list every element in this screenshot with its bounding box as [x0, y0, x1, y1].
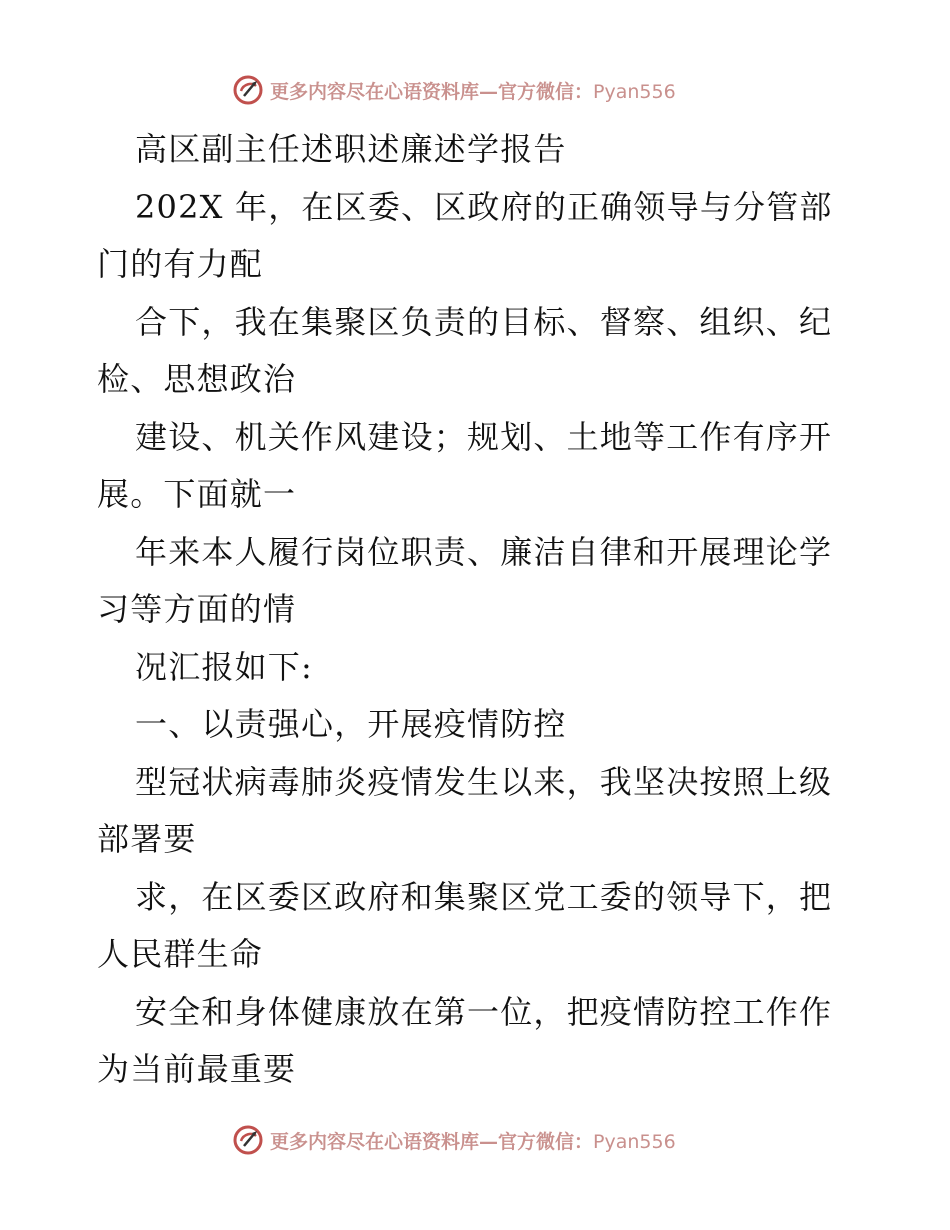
text-line: 建设、机关作风建设；规划、土地等工作有序开: [135, 417, 833, 456]
text-line: 人民群生命: [97, 935, 264, 973]
wechat-id: Pyan556: [593, 1130, 676, 1153]
text-line: 一、以责强心，开展疫情防控: [135, 705, 567, 743]
text-line: 合下，我在集聚区负责的目标、督察、组织、纪: [135, 302, 833, 341]
banner-text: 更多内容尽在心语资料库—官方微信：Pyan556: [270, 1130, 676, 1153]
banner-text: 更多内容尽在心语资料库—官方微信：Pyan556: [270, 80, 676, 103]
text-line: 求，在区委区政府和集聚区党工委的领导下，把: [135, 877, 833, 916]
text-line: 检、思想政治: [97, 360, 297, 398]
text-line: 展。下面就一: [97, 475, 297, 513]
text-line: 高区副主任述职述廉述学报告: [135, 130, 567, 168]
header-banner: [232, 73, 712, 107]
text-line: 型冠状病毒肺炎疫情发生以来，我坚决按照上级: [135, 762, 833, 801]
text-line: 年来本人履行岗位职责、廉洁自律和开展理论学: [135, 532, 833, 571]
library-logo-icon: [232, 74, 264, 106]
text-line: 习等方面的情: [97, 590, 297, 628]
text-line: 部署要: [97, 820, 197, 858]
document-body: [97, 121, 867, 1099]
text-line: 门的有力配: [97, 245, 264, 283]
text-line: 为当前最重要: [97, 1050, 297, 1088]
footer-banner: [232, 1123, 712, 1157]
wechat-id: Pyan556: [593, 80, 676, 103]
library-logo-icon: [232, 1124, 264, 1156]
text-line: 安全和身体健康放在第一位，把疫情防控工作作: [135, 992, 833, 1031]
text-line: 况汇报如下:: [135, 647, 313, 686]
text-line: 202X 年，在区委、区政府的正确领导与分管部: [135, 187, 833, 226]
